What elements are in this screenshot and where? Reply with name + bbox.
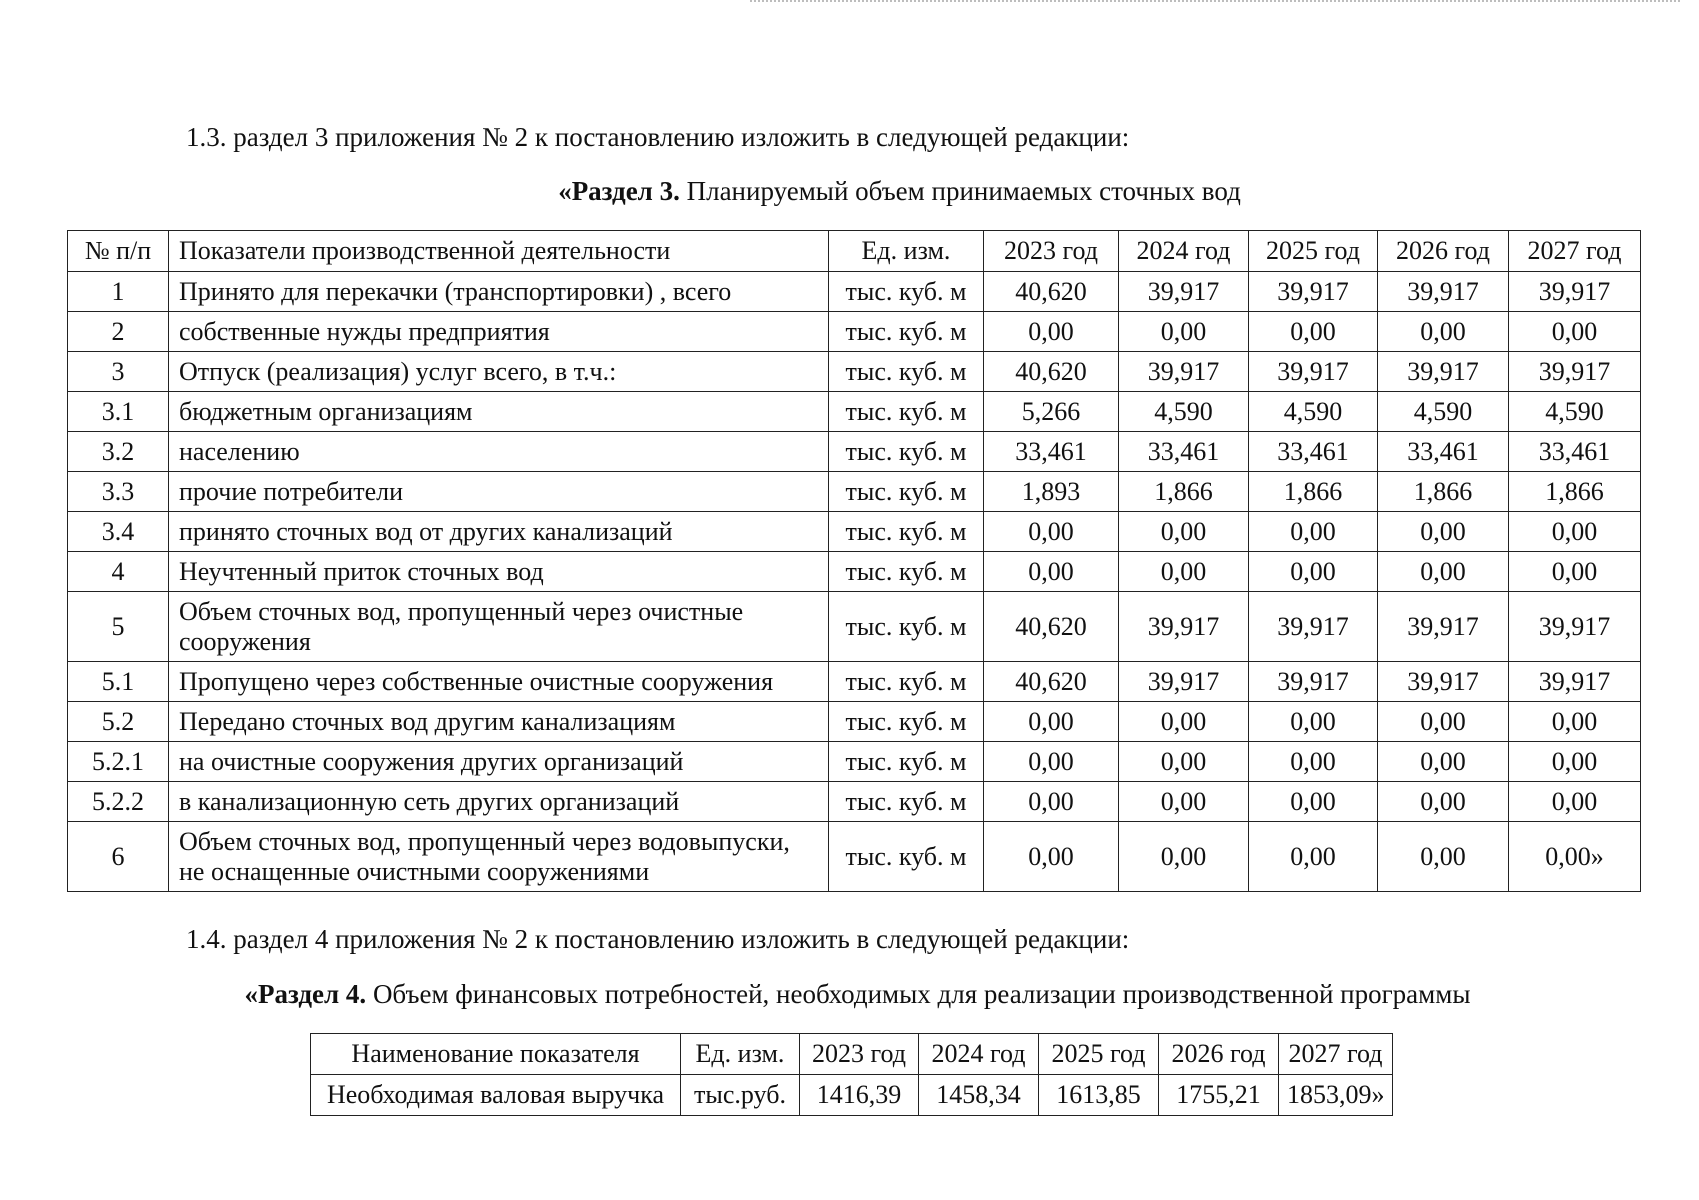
row-number-cell: 3 [68,352,169,392]
value-2023-cell: 5,266 [984,392,1119,432]
table-row [68,782,1641,822]
value-2027-cell: 0,00 [1509,552,1641,592]
table-row [68,662,1641,702]
value-2024-cell: 0,00 [1119,312,1249,352]
value-2023-cell: 40,620 [984,592,1119,662]
value-2025-cell: 39,917 [1249,272,1378,312]
indicator-cell: собственные нужды предприятия [169,312,829,352]
table1-body [68,272,1641,892]
value-2027-cell: 39,917 [1509,662,1641,702]
value-2023-cell: 1,893 [984,472,1119,512]
value-2027-cell: 0,00 [1509,742,1641,782]
value-2025-cell: 0,00 [1249,782,1378,822]
value-2027-cell: 39,917 [1509,352,1641,392]
value-2026-cell: 39,917 [1378,352,1509,392]
value-2027-cell: 1,866 [1509,472,1641,512]
table-row [68,312,1641,352]
row-number-cell: 3.2 [68,432,169,472]
value-2023-cell: 0,00 [984,742,1119,782]
row-number-cell: 3.3 [68,472,169,512]
row-number-cell: 5.2.1 [68,742,169,782]
unit-cell: тыс. куб. м [829,432,984,472]
value-2025-cell: 1613,85 [1039,1075,1159,1116]
value-2027-cell: 4,590 [1509,392,1641,432]
indicator-cell: принято сточных вод от других канализаций [169,512,829,552]
value-2023-cell: 1416,39 [800,1075,919,1116]
table-row [68,272,1641,312]
value-2023-cell: 0,00 [984,782,1119,822]
value-2026-cell: 39,917 [1378,662,1509,702]
unit-cell: тыс. куб. м [829,662,984,702]
table1-header-cell: № п/п [68,231,169,272]
table2-header-row [311,1034,1393,1075]
value-2026-cell: 0,00 [1378,552,1509,592]
table1-header-cell: Ед. изм. [829,231,984,272]
indicator-cell: прочие потребители [169,472,829,512]
section4-title [0,978,1699,1010]
value-2027-cell: 39,917 [1509,592,1641,662]
value-2024-cell: 39,917 [1119,272,1249,312]
row-number-cell: 5.1 [68,662,169,702]
financial-needs-table [310,1033,1393,1116]
value-2024-cell: 39,917 [1119,662,1249,702]
table-row [68,352,1641,392]
value-2026-cell: 0,00 [1378,702,1509,742]
indicator-cell: Передано сточных вод другим канализациям [169,702,829,742]
unit-cell: тыс. куб. м [829,822,984,892]
unit-cell: тыс. куб. м [829,272,984,312]
value-2024-cell: 39,917 [1119,592,1249,662]
section3-intro: 1.3. раздел 3 приложения № 2 к постановлению изложить в следующей редакции: [186,122,1130,152]
row-number-cell: 5.2 [68,702,169,742]
value-2027-cell: 0,00 [1509,702,1641,742]
unit-cell: тыс. куб. м [829,472,984,512]
value-2027-cell: 0,00 [1509,512,1641,552]
value-2024-cell: 33,461 [1119,432,1249,472]
value-2026-cell: 4,590 [1378,392,1509,432]
value-2024-cell: 0,00 [1119,742,1249,782]
section3-title-text: Планируемый объем принимаемых сточных вод [679,176,1241,206]
value-2024-cell: 0,00 [1119,552,1249,592]
value-2023-cell: 40,620 [984,352,1119,392]
value-2026-cell: 0,00 [1378,512,1509,552]
value-2023-cell: 40,620 [984,662,1119,702]
row-number-cell: 1 [68,272,169,312]
unit-cell: тыс. куб. м [829,312,984,352]
unit-cell: тыс. куб. м [829,742,984,782]
indicator-cell: Объем сточных вод, пропущенный через очистные сооружения [169,592,829,662]
table-row [311,1075,1393,1116]
value-2023-cell: 0,00 [984,702,1119,742]
section4-intro: 1.4. раздел 4 приложения № 2 к постановлению изложить в следующей редакции: [186,924,1130,954]
value-2024-cell: 0,00 [1119,782,1249,822]
row-number-cell: 4 [68,552,169,592]
indicator-cell: в канализационную сеть других организаций [169,782,829,822]
row-number-cell: 5 [68,592,169,662]
table-row [68,552,1641,592]
indicator-cell: населению [169,432,829,472]
value-2025-cell: 0,00 [1249,822,1378,892]
table-row [68,702,1641,742]
table2-header-cell: 2027 год [1279,1034,1393,1075]
value-2024-cell: 0,00 [1119,512,1249,552]
value-2025-cell: 33,461 [1249,432,1378,472]
unit-cell: тыс. куб. м [829,552,984,592]
value-2023-cell: 0,00 [984,312,1119,352]
value-2025-cell: 0,00 [1249,312,1378,352]
table1-header-cell: 2026 год [1378,231,1509,272]
indicator-cell: Принято для перекачки (транспортировки) , всего [169,272,829,312]
value-2026-cell: 33,461 [1378,432,1509,472]
wastewater-volume-table [67,230,1641,892]
value-2027-cell: 1853,09» [1279,1075,1393,1116]
indicator-cell: Пропущено через собственные очистные сооружения [169,662,829,702]
value-2027-cell: 33,461 [1509,432,1641,472]
value-2023-cell: 0,00 [984,822,1119,892]
table2-header-cell: Наименование показателя [311,1034,681,1075]
section4-title-text: Объем финансовых потребностей, необходимых для реализации производственной программы [366,979,1471,1009]
value-2023-cell: 33,461 [984,432,1119,472]
value-2027-cell: 0,00» [1509,822,1641,892]
unit-cell: тыс.руб. [681,1075,800,1116]
row-number-cell: 5.2.2 [68,782,169,822]
value-2026-cell: 39,917 [1378,592,1509,662]
value-2023-cell: 0,00 [984,512,1119,552]
section4-title-bold: «Раздел 4. [244,979,367,1009]
indicator-cell: Отпуск (реализация) услуг всего, в т.ч.: [169,352,829,392]
value-2025-cell: 39,917 [1249,352,1378,392]
value-2026-cell: 0,00 [1378,822,1509,892]
table2-body [311,1075,1393,1116]
table-row [68,592,1641,662]
table1-header-row [68,231,1641,272]
value-2025-cell: 0,00 [1249,742,1378,782]
value-2024-cell: 1,866 [1119,472,1249,512]
value-2026-cell: 1,866 [1378,472,1509,512]
value-2023-cell: 0,00 [984,552,1119,592]
table1-header-cell: 2024 год [1119,231,1249,272]
indicator-cell: бюджетным организациям [169,392,829,432]
table1-header-cell: 2027 год [1509,231,1641,272]
value-2027-cell: 39,917 [1509,272,1641,312]
table2-header-cell: 2024 год [919,1034,1039,1075]
table2-header-cell: 2026 год [1159,1034,1279,1075]
scan-top-edge [750,0,1680,5]
row-number-cell: 3.4 [68,512,169,552]
unit-cell: тыс. куб. м [829,782,984,822]
table-row [68,472,1641,512]
value-2024-cell: 4,590 [1119,392,1249,432]
row-number-cell: 2 [68,312,169,352]
table2-header-cell: 2023 год [800,1034,919,1075]
value-2026-cell: 0,00 [1378,782,1509,822]
table-row [68,512,1641,552]
value-2026-cell: 0,00 [1378,742,1509,782]
value-2025-cell: 39,917 [1249,592,1378,662]
value-2026-cell: 0,00 [1378,312,1509,352]
value-2027-cell: 0,00 [1509,782,1641,822]
value-2024-cell: 1458,34 [919,1075,1039,1116]
value-2025-cell: 0,00 [1249,702,1378,742]
indicator-cell: Объем сточных вод, пропущенный через водовыпуски, не оснащенные очистными сооружениями [169,822,829,892]
table1-header-cell: 2025 год [1249,231,1378,272]
section3-title-bold: «Раздел 3. [558,176,680,206]
unit-cell: тыс. куб. м [829,592,984,662]
table-row [68,392,1641,432]
table-row [68,432,1641,472]
value-2023-cell: 40,620 [984,272,1119,312]
value-2024-cell: 0,00 [1119,702,1249,742]
unit-cell: тыс. куб. м [829,512,984,552]
table-row [68,822,1641,892]
unit-cell: тыс. куб. м [829,702,984,742]
value-2026-cell: 1755,21 [1159,1075,1279,1116]
value-2024-cell: 39,917 [1119,352,1249,392]
section3-title [0,175,1699,207]
value-2025-cell: 1,866 [1249,472,1378,512]
table2-header-cell: 2025 год [1039,1034,1159,1075]
value-2025-cell: 39,917 [1249,662,1378,702]
unit-cell: тыс. куб. м [829,392,984,432]
value-2025-cell: 0,00 [1249,512,1378,552]
table-row [68,742,1641,782]
value-2027-cell: 0,00 [1509,312,1641,352]
table1-header-cell: 2023 год [984,231,1119,272]
table2-header-cell: Ед. изм. [681,1034,800,1075]
table1-header-cell: Показатели производственной деятельности [169,231,829,272]
indicator-cell: Неучтенный приток сточных вод [169,552,829,592]
unit-cell: тыс. куб. м [829,352,984,392]
value-2025-cell: 0,00 [1249,552,1378,592]
value-2025-cell: 4,590 [1249,392,1378,432]
row-number-cell: 3.1 [68,392,169,432]
indicator-cell: на очистные сооружения других организаций [169,742,829,782]
value-2024-cell: 0,00 [1119,822,1249,892]
row-number-cell: 6 [68,822,169,892]
indicator-cell: Необходимая валовая выручка [311,1075,681,1116]
value-2026-cell: 39,917 [1378,272,1509,312]
